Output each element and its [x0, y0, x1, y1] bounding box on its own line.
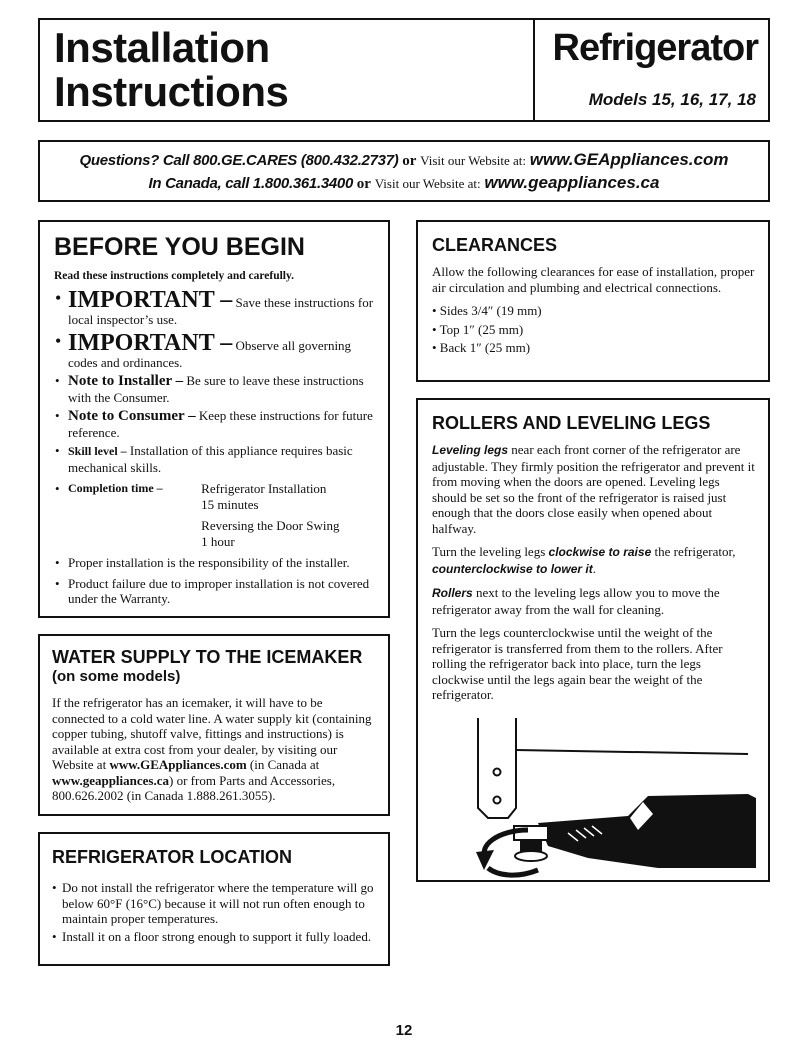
refrigerator-location-section [38, 832, 390, 966]
product-box [533, 18, 770, 122]
text: If the refrigerator has an icemaker, it will have to be connected to a cold water line. A water supply kit (containing copper tubing, shutoff valve, fittings and instructions) is available at extra cost from your dealer, by visiting our Website at [52, 695, 372, 772]
title-box [38, 18, 535, 122]
text: (in Canada at [246, 757, 320, 772]
completion-item: Reversing the Door Swing [201, 518, 340, 533]
important-label: IMPORTANT – [68, 329, 233, 356]
page-number: 12 [395, 1022, 413, 1039]
bold-term: Leveling legs [432, 443, 509, 457]
section-heading: WATER SUPPLY TO THE ICEMAKER [52, 647, 363, 667]
list-item: • Top 1″ (25 mm) [432, 321, 524, 337]
list-item: • Sides 3/4″ (19 mm) [432, 303, 542, 318]
us-website-link[interactable]: www.GEAppliances.com [529, 150, 729, 169]
rollers-leveling-section [416, 398, 770, 882]
canada-phone: In Canada, call 1.800.361.3400 [148, 175, 354, 192]
list-item [54, 555, 374, 571]
models-label: Models 15, 16, 17, 18 [588, 90, 756, 109]
paragraph [432, 585, 756, 617]
document-title [54, 26, 288, 114]
bold-term: clockwise to raise [548, 545, 652, 559]
text: . [592, 560, 596, 576]
canada-website-link[interactable]: www.geappliances.ca [484, 173, 660, 192]
water-text [52, 695, 374, 804]
paragraph [432, 442, 756, 536]
leg-base [515, 851, 547, 861]
or-text: or [356, 176, 371, 192]
contact-line-us [40, 149, 768, 172]
title-line-2: Instructions [54, 68, 289, 115]
product-title: Refrigerator [552, 27, 758, 69]
item-text: Keep these instructions for future reference. [68, 408, 373, 440]
refrigerator-bottom-edge [516, 750, 748, 754]
section-heading: REFRIGERATOR LOCATION [52, 847, 292, 867]
paragraph: Turn the legs counterclockwise until the weight of the refrigerator is transferred from them to the rollers. After rolling the refrigerator back into place, turn the legs clockwise until the legs again bear the weight of the refrigerator. [432, 625, 723, 702]
item-text: Save these instructions for local inspector’s use. [68, 295, 374, 327]
completion-time: 1 hour [201, 533, 235, 549]
arrow-head [476, 850, 494, 870]
list-item [54, 373, 374, 405]
contact-box [38, 140, 770, 202]
water-supply-section [38, 634, 390, 816]
list-item: • Back 1″ (25 mm) [432, 340, 531, 355]
note-label: Note to Consumer – [68, 408, 196, 424]
list-item [54, 443, 374, 475]
list-item: • Do not install the refrigerator where the temperature will go below 60°F (16°C) because it will not run often enough to maintain proper temperatures. [52, 880, 374, 927]
item-text: Be sure to leave these instructions with the Consumer. [68, 373, 364, 405]
list-item [54, 576, 374, 607]
list-item [54, 288, 374, 328]
visit-text: Visit our Website at: [420, 153, 527, 168]
item-text: Observe all governing codes and ordinances. [68, 337, 352, 370]
completion-item: Refrigerator Installation [201, 481, 327, 496]
item-text: Installation of this appliance requires basic mechanical skills. [68, 443, 353, 475]
section-heading: ROLLERS AND LEVELING LEGS [432, 413, 711, 433]
item-text: Product failure due to improper installation is not covered under the Warranty. [68, 575, 370, 606]
text: ) or from Parts and Accessories, 800.626.2002 (in Canada 1.888.261.3055). [52, 772, 336, 803]
text: next to the leveling legs allow you to move the refrigerator away from the wall for cleaning. [432, 585, 720, 617]
before-you-begin-section [38, 220, 390, 618]
completion-time: 15 minutes [201, 496, 259, 512]
paragraph [432, 544, 756, 577]
visit-text: Visit our Website at: [374, 176, 481, 191]
list-item: • Install it on a floor strong enough to support it fully loaded. [52, 929, 374, 945]
intro-text: Read these instructions completely and carefully. [54, 270, 294, 282]
clearances-list [432, 303, 756, 356]
list-item [54, 408, 374, 440]
clearances-section [416, 220, 770, 382]
us-phone: Questions? Call 800.GE.CARES (800.432.2737) [79, 152, 399, 169]
text: near each front corner of the refrigerator are adjustable. They firmly position the refrigerator and prevent it from moving when the doors are opened. Leveling legs should be set so the front of the refrigerator is raised just enough that the doors close easily when opened about halfway. [432, 442, 755, 536]
text: Turn the leveling legs [432, 544, 549, 559]
completion-label: • Completion time – [68, 481, 163, 495]
title-line-1: Installation [54, 24, 270, 71]
item-text: Proper installation is the responsibility of the installer. [68, 555, 350, 570]
skill-label: Skill level – [68, 444, 127, 458]
section-heading: CLEARANCES [432, 235, 558, 255]
section-heading: BEFORE YOU BEGIN [54, 233, 305, 261]
note-label: Note to Installer – [68, 373, 184, 389]
base-grille [538, 794, 756, 868]
completion-time-table [68, 481, 374, 549]
bold-term: Rollers [432, 586, 473, 600]
before-list [54, 288, 374, 607]
us-website-link[interactable]: www.GEAppliances.com [109, 757, 247, 772]
section-subheading: (on some models) [52, 668, 181, 685]
text: the refrigerator, [651, 544, 736, 559]
bold-term: counterclockwise to lower it [432, 561, 593, 576]
important-label: IMPORTANT – [68, 287, 233, 313]
contact-line-canada [40, 172, 768, 195]
clearances-intro: Allow the following clearances for ease of installation, proper air circulation and plumbing and electrical connections. [432, 264, 755, 295]
leveling-leg-illustration [458, 718, 758, 880]
list-item [54, 331, 374, 371]
or-text: or [402, 153, 417, 169]
location-list [52, 880, 374, 944]
list-item [54, 481, 374, 549]
canada-website-link[interactable]: www.geappliances.ca [52, 772, 169, 788]
